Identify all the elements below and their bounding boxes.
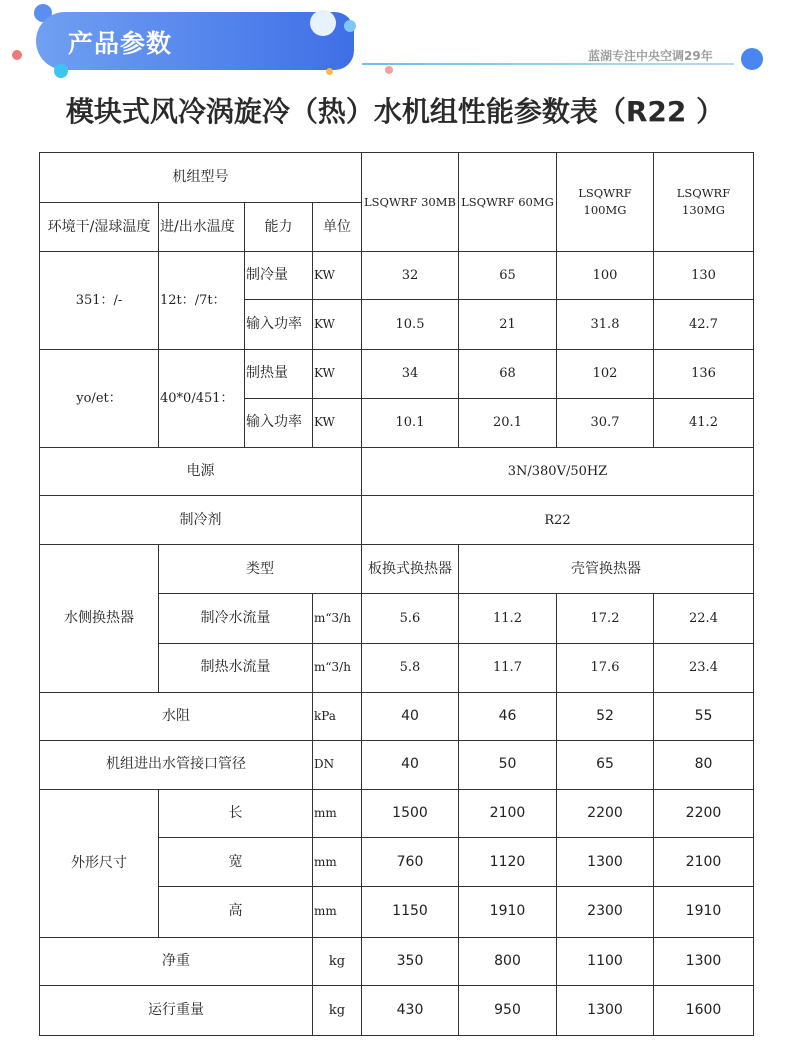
- row-unit: KW: [313, 252, 362, 300]
- decor-dot-cyan: [54, 64, 68, 78]
- table-cell: 1300: [557, 838, 654, 887]
- table-cell: 41.2: [654, 398, 754, 447]
- row-unit: m“3/h: [313, 594, 362, 643]
- model-label: 机组型号: [40, 153, 362, 203]
- header-banner: [0, 0, 790, 90]
- table-row: [40, 545, 754, 594]
- row-unit: kg: [313, 985, 362, 1035]
- row-unit: KW: [313, 349, 362, 398]
- cooling-water-temp: 12t：/7t：: [159, 252, 245, 349]
- table-cell: 20.1: [459, 398, 557, 447]
- row-unit: mm: [313, 838, 362, 887]
- table-cell: 34: [362, 349, 459, 398]
- row-label: 制热量: [245, 349, 313, 398]
- row-unit: KW: [313, 398, 362, 447]
- table-row: [40, 447, 754, 495]
- table-cell: 10.5: [362, 300, 459, 349]
- row-unit: DN: [313, 740, 362, 789]
- table-cell: 50: [459, 740, 557, 789]
- table-cell: 1120: [459, 838, 557, 887]
- water-hx-label: 水侧换热器: [40, 545, 159, 692]
- table-cell: 52: [557, 692, 654, 740]
- power-label: 电源: [40, 447, 362, 495]
- table-cell: 1910: [459, 887, 557, 937]
- header-row: [40, 153, 754, 203]
- table-cell: 55: [654, 692, 754, 740]
- table-cell: 800: [459, 937, 557, 985]
- table-cell: 950: [459, 985, 557, 1035]
- hx-type-shell: 壳管换热器: [459, 545, 754, 594]
- table-cell: 1500: [362, 790, 459, 838]
- decor-dot-end: [741, 48, 763, 70]
- table-cell: 100: [557, 252, 654, 300]
- table-cell: 65: [459, 252, 557, 300]
- table-row: [40, 937, 754, 985]
- decor-dot-white: [310, 10, 336, 36]
- table-cell: 23.4: [654, 643, 754, 692]
- row-unit: m“3/h: [313, 643, 362, 692]
- model-name: LSQWRF 100MG: [557, 153, 654, 252]
- table-cell: 10.1: [362, 398, 459, 447]
- table-cell: 40: [362, 740, 459, 789]
- table-row: [40, 790, 754, 838]
- table-row: [40, 349, 754, 398]
- table-cell: 11.7: [459, 643, 557, 692]
- table-cell: 40: [362, 692, 459, 740]
- table-cell: 136: [654, 349, 754, 398]
- row-unit: mm: [313, 790, 362, 838]
- row-unit: kPa: [313, 692, 362, 740]
- table-cell: 102: [557, 349, 654, 398]
- row-label: 水阻: [40, 692, 313, 740]
- row-unit: KW: [313, 300, 362, 349]
- table-cell: 68: [459, 349, 557, 398]
- table-cell: 2300: [557, 887, 654, 937]
- row-label: 输入功率: [245, 398, 313, 447]
- row-label: 长: [159, 790, 313, 838]
- table-cell: 2200: [557, 790, 654, 838]
- col-header-ambient: 环境干/湿球温度: [40, 203, 159, 252]
- table-cell: 1300: [557, 985, 654, 1035]
- table-cell: 2100: [459, 790, 557, 838]
- refrigerant-value: R22: [362, 496, 754, 545]
- section-label: 产品参数: [68, 29, 173, 58]
- table-cell: 11.2: [459, 594, 557, 643]
- row-unit: mm: [313, 887, 362, 937]
- dimensions-label: 外形尺寸: [40, 790, 159, 937]
- table-cell: 42.7: [654, 300, 754, 349]
- table-cell: 17.2: [557, 594, 654, 643]
- table-cell: 31.8: [557, 300, 654, 349]
- table-row: [40, 496, 754, 545]
- row-label: 宽: [159, 838, 313, 887]
- slogan: 蓝湖专注中央空调29年: [588, 49, 713, 63]
- decor-dot-pink: [385, 66, 393, 74]
- table-cell: 21: [459, 300, 557, 349]
- model-name: LSQWRF 60MG: [459, 153, 557, 252]
- table-cell: 22.4: [654, 594, 754, 643]
- table-cell: 2200: [654, 790, 754, 838]
- table-cell: 5.8: [362, 643, 459, 692]
- table-cell: 32: [362, 252, 459, 300]
- col-header-unit: 单位: [313, 203, 362, 252]
- hx-type-plate: 板换式换热器: [362, 545, 459, 594]
- col-header-water-temp: 进/出水温度: [159, 203, 245, 252]
- refrigerant-label: 制冷剂: [40, 496, 362, 545]
- table-row: [40, 692, 754, 740]
- row-unit: kg: [313, 937, 362, 985]
- row-label: 制热水流量: [159, 643, 313, 692]
- row-label: 高: [159, 887, 313, 937]
- row-label: 输入功率: [245, 300, 313, 349]
- table-cell: 350: [362, 937, 459, 985]
- table-cell: 1910: [654, 887, 754, 937]
- table-cell: 1150: [362, 887, 459, 937]
- model-name: LSQWRF 130MG: [654, 153, 754, 252]
- table-cell: 760: [362, 838, 459, 887]
- row-label: 制冷量: [245, 252, 313, 300]
- table-cell: 2100: [654, 838, 754, 887]
- heating-water-temp: 40*0/451：: [159, 349, 245, 447]
- table-row: [40, 740, 754, 789]
- power-value: 3N/380V/50HZ: [362, 447, 754, 495]
- decor-dot-orange: [326, 68, 333, 75]
- table-cell: 1300: [654, 937, 754, 985]
- heating-ambient: yo/et：: [40, 349, 159, 447]
- table-cell: 1600: [654, 985, 754, 1035]
- table-row: [40, 252, 754, 300]
- spec-table: [39, 152, 754, 1036]
- page-title: 模块式风冷涡旋冷（热）水机组性能参数表（R22 ）: [65, 95, 725, 128]
- col-header-capacity: 能力: [245, 203, 313, 252]
- decor-dot-lightblue: [344, 20, 356, 32]
- row-label: 运行重量: [40, 985, 313, 1035]
- table-cell: 130: [654, 252, 754, 300]
- table-cell: 430: [362, 985, 459, 1035]
- cooling-ambient: 351：/-: [40, 252, 159, 349]
- table-cell: 65: [557, 740, 654, 789]
- table-cell: 46: [459, 692, 557, 740]
- table-cell: 30.7: [557, 398, 654, 447]
- table-cell: 17.6: [557, 643, 654, 692]
- table-cell: 1100: [557, 937, 654, 985]
- row-label: 机组进出水管接口管径: [40, 740, 313, 789]
- hx-type-label: 类型: [159, 545, 362, 594]
- table-cell: 5.6: [362, 594, 459, 643]
- table-row: [40, 985, 754, 1035]
- model-name: LSQWRF 30MB: [362, 153, 459, 252]
- row-label: 净重: [40, 937, 313, 985]
- table-cell: 80: [654, 740, 754, 789]
- row-label: 制冷水流量: [159, 594, 313, 643]
- decor-dot-red: [12, 50, 22, 60]
